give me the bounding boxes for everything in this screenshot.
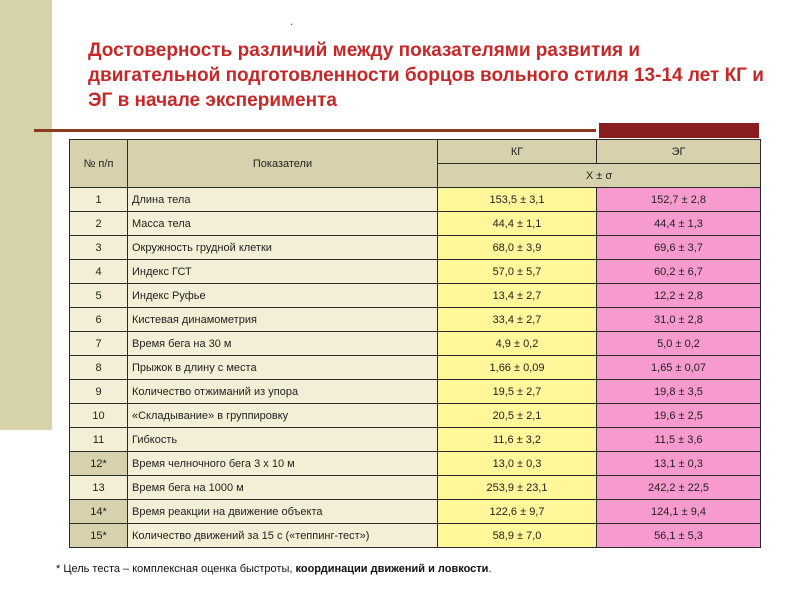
- row-kg-value: 122,6 ± 9,7: [438, 500, 597, 524]
- table-row: [70, 236, 761, 260]
- table-row: [70, 260, 761, 284]
- table-row: [70, 452, 761, 476]
- row-number: 6: [70, 308, 128, 332]
- table-row: [70, 308, 761, 332]
- slide-title: Достоверность различий между показателями развития и двигательной подготовленности борцов вольного стиля 13-14 лет КГ и ЭГ в начале эксперимента: [88, 40, 764, 111]
- row-indicator: Кистевая динамометрия: [128, 308, 438, 332]
- row-eg-value: 5,0 ± 0,2: [597, 332, 761, 356]
- row-kg-value: 13,4 ± 2,7: [438, 284, 597, 308]
- row-indicator: Гибкость: [128, 428, 438, 452]
- row-kg-value: 1,66 ± 0,09: [438, 356, 597, 380]
- table-row: [70, 188, 761, 212]
- table-row: [70, 212, 761, 236]
- row-eg-value: 11,5 ± 3,6: [597, 428, 761, 452]
- row-eg-value: 1,65 ± 0,07: [597, 356, 761, 380]
- title-divider-line: [34, 129, 596, 132]
- header-indicators: Показатели: [128, 140, 438, 188]
- row-number: 14*: [70, 500, 128, 524]
- row-kg-value: 19,5 ± 2,7: [438, 380, 597, 404]
- row-eg-value: 31,0 ± 2,8: [597, 308, 761, 332]
- row-kg-value: 253,9 ± 23,1: [438, 476, 597, 500]
- row-kg-value: 58,9 ± 7,0: [438, 524, 597, 548]
- row-number: 1: [70, 188, 128, 212]
- row-indicator: Индекс ГСТ: [128, 260, 438, 284]
- row-eg-value: 19,6 ± 2,5: [597, 404, 761, 428]
- left-decorative-band: [0, 0, 52, 430]
- row-number: 8: [70, 356, 128, 380]
- header-kg: КГ: [438, 140, 597, 164]
- row-number: 13: [70, 476, 128, 500]
- footnote-bold: координации движений и ловкости: [295, 563, 489, 575]
- row-number: 12*: [70, 452, 128, 476]
- row-indicator: Время реакции на движение объекта: [128, 500, 438, 524]
- row-indicator: Количество отжиманий из упора: [128, 380, 438, 404]
- row-eg-value: 44,4 ± 1,3: [597, 212, 761, 236]
- row-kg-value: 68,0 ± 3,9: [438, 236, 597, 260]
- row-indicator: Прыжок в длину с места: [128, 356, 438, 380]
- row-kg-value: 57,0 ± 5,7: [438, 260, 597, 284]
- table-row: [70, 284, 761, 308]
- row-eg-value: 69,6 ± 3,7: [597, 236, 761, 260]
- row-number: 11: [70, 428, 128, 452]
- row-eg-value: 19,8 ± 3,5: [597, 380, 761, 404]
- footnote-prefix: * Цель теста – комплексная оценка быстроты,: [56, 563, 296, 575]
- row-kg-value: 153,5 ± 3,1: [438, 188, 597, 212]
- footnote-suffix: .: [488, 563, 492, 575]
- footnote: [56, 563, 492, 575]
- table-row: [70, 380, 761, 404]
- row-indicator: Масса тела: [128, 212, 438, 236]
- row-indicator: Количество движений за 15 с («теппинг-тест»): [128, 524, 438, 548]
- row-kg-value: 4,9 ± 0,2: [438, 332, 597, 356]
- row-kg-value: 11,6 ± 3,2: [438, 428, 597, 452]
- row-kg-value: 33,4 ± 2,7: [438, 308, 597, 332]
- header-stat: X ± σ: [438, 164, 761, 188]
- row-number: 7: [70, 332, 128, 356]
- table-row: [70, 356, 761, 380]
- row-indicator: Индекс Руфье: [128, 284, 438, 308]
- row-number: 9: [70, 380, 128, 404]
- row-number: 15*: [70, 524, 128, 548]
- title-dot: .: [290, 14, 294, 28]
- title-divider-block: [599, 123, 759, 138]
- row-indicator: Время бега на 30 м: [128, 332, 438, 356]
- row-indicator: Время челночного бега 3 х 10 м: [128, 452, 438, 476]
- header-eg: ЭГ: [597, 140, 761, 164]
- table-row: [70, 332, 761, 356]
- table-row: [70, 524, 761, 548]
- row-eg-value: 13,1 ± 0,3: [597, 452, 761, 476]
- row-eg-value: 124,1 ± 9,4: [597, 500, 761, 524]
- row-number: 4: [70, 260, 128, 284]
- row-indicator: Окружность грудной клетки: [128, 236, 438, 260]
- row-eg-value: 60,2 ± 6,7: [597, 260, 761, 284]
- row-indicator: Длина тела: [128, 188, 438, 212]
- table-body: [70, 188, 761, 548]
- header-number: № п/п: [70, 140, 128, 188]
- row-number: 2: [70, 212, 128, 236]
- row-kg-value: 13,0 ± 0,3: [438, 452, 597, 476]
- row-indicator: «Складывание» в группировку: [128, 404, 438, 428]
- row-eg-value: 12,2 ± 2,8: [597, 284, 761, 308]
- row-number: 10: [70, 404, 128, 428]
- row-number: 5: [70, 284, 128, 308]
- table-row: [70, 404, 761, 428]
- table-row: [70, 476, 761, 500]
- row-indicator: Время бега на 1000 м: [128, 476, 438, 500]
- row-kg-value: 44,4 ± 1,1: [438, 212, 597, 236]
- row-kg-value: 20,5 ± 2,1: [438, 404, 597, 428]
- row-eg-value: 56,1 ± 5,3: [597, 524, 761, 548]
- row-eg-value: 152,7 ± 2,8: [597, 188, 761, 212]
- row-number: 3: [70, 236, 128, 260]
- row-eg-value: 242,2 ± 22,5: [597, 476, 761, 500]
- table-row: [70, 428, 761, 452]
- table-row: [70, 500, 761, 524]
- table-header-row: [70, 140, 761, 164]
- comparison-table: [69, 139, 761, 548]
